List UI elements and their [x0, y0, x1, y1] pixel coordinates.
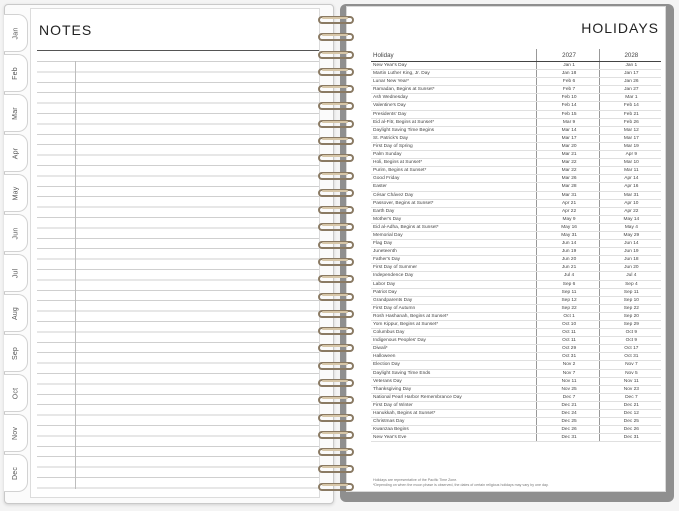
- holiday-date-year-2: Jan 26: [599, 78, 661, 86]
- holiday-date-year-2: Apr 16: [599, 183, 661, 191]
- holiday-name: Holi, Begins at Sunset*: [371, 159, 537, 167]
- holiday-date-year-2: Sep 22: [599, 304, 661, 312]
- spiral-ring: [314, 154, 358, 164]
- table-row: [371, 337, 661, 345]
- holiday-date-year-1: Sep 22: [537, 304, 599, 312]
- holiday-name: New Year's Day: [371, 62, 537, 70]
- table-row: [371, 418, 661, 426]
- holiday-name: St. Patrick's Day: [371, 134, 537, 142]
- holiday-date-year-2: May 29: [599, 231, 661, 239]
- month-tab-jun[interactable]: [4, 214, 28, 252]
- holiday-name: Halloween: [371, 353, 537, 361]
- holiday-date-year-2: Feb 21: [599, 110, 661, 118]
- holiday-date-year-2: Mar 11: [599, 167, 661, 175]
- holiday-date-year-2: Jan 17: [599, 70, 661, 78]
- month-tabs: [4, 14, 28, 494]
- table-row: [371, 401, 661, 409]
- holiday-date-year-2: Oct 31: [599, 353, 661, 361]
- holiday-name: Eid al-Adha, Begins at Sunset*: [371, 223, 537, 231]
- holiday-name: César Chávez Day: [371, 191, 537, 199]
- spiral-ring: [314, 379, 358, 389]
- holiday-date-year-2: Nov 5: [599, 369, 661, 377]
- holiday-date-year-1: Oct 10: [537, 321, 599, 329]
- spiral-ring: [314, 16, 358, 26]
- month-tab-label: Mar: [12, 106, 19, 120]
- table-row: [371, 345, 661, 353]
- month-tab-label: Jan: [11, 27, 19, 39]
- table-row: [371, 385, 661, 393]
- holiday-date-year-1: Dec 7: [537, 393, 599, 401]
- holiday-name: Election Day: [371, 361, 537, 369]
- month-tab-aug[interactable]: [4, 294, 28, 332]
- spiral-ring: [314, 396, 358, 406]
- holiday-date-year-1: Mar 21: [537, 151, 599, 159]
- column-header-year-2: 2028: [599, 49, 661, 62]
- spiral-ring: [314, 172, 358, 182]
- holiday-date-year-1: Mar 26: [537, 175, 599, 183]
- holiday-date-year-2: Nov 23: [599, 385, 661, 393]
- holiday-date-year-2: Dec 12: [599, 410, 661, 418]
- table-row: [371, 62, 661, 70]
- spiral-ring: [314, 33, 358, 43]
- holiday-name: Veterans Day: [371, 377, 537, 385]
- spiral-ring: [314, 293, 358, 303]
- holiday-date-year-1: Dec 24: [537, 410, 599, 418]
- holiday-date-year-1: Oct 11: [537, 329, 599, 337]
- spiral-ring: [314, 448, 358, 458]
- holiday-date-year-1: Mar 9: [537, 118, 599, 126]
- table-row: [371, 369, 661, 377]
- table-row: [371, 231, 661, 239]
- holiday-name: Memorial Day: [371, 231, 537, 239]
- holiday-date-year-1: Oct 1: [537, 312, 599, 320]
- spiral-ring: [314, 51, 358, 61]
- holiday-date-year-1: Feb 14: [537, 102, 599, 110]
- spiral-ring: [314, 310, 358, 320]
- month-tab-feb[interactable]: [4, 54, 28, 92]
- holiday-name: Flag Day: [371, 240, 537, 248]
- spiral-ring: [314, 483, 358, 493]
- spiral-ring: [314, 223, 358, 233]
- holiday-date-year-2: Dec 26: [599, 426, 661, 434]
- table-row: [371, 151, 661, 159]
- table-row: [371, 126, 661, 134]
- spiral-ring: [314, 414, 358, 424]
- holiday-date-year-2: Sep 20: [599, 312, 661, 320]
- holiday-date-year-1: Oct 31: [537, 353, 599, 361]
- spiral-ring: [314, 344, 358, 354]
- holiday-name: Lunar New Year*: [371, 78, 537, 86]
- table-row: [371, 434, 661, 442]
- month-tab-jul[interactable]: [4, 254, 28, 292]
- holiday-date-year-1: Mar 28: [537, 183, 599, 191]
- holiday-name: Grandparents Day: [371, 296, 537, 304]
- month-tab-sep[interactable]: [4, 334, 28, 372]
- holiday-date-year-1: Mar 22: [537, 167, 599, 175]
- holiday-date-year-2: Dec 7: [599, 393, 661, 401]
- holiday-date-year-1: May 31: [537, 231, 599, 239]
- table-row: [371, 304, 661, 312]
- holiday-date-year-2: Dec 31: [599, 434, 661, 442]
- holiday-name: First Day of Summer: [371, 264, 537, 272]
- table-row: [371, 110, 661, 118]
- spiral-ring: [314, 362, 358, 372]
- holiday-date-year-2: Sep 29: [599, 321, 661, 329]
- holiday-date-year-2: Apr 10: [599, 199, 661, 207]
- holiday-name: Diwali*: [371, 345, 537, 353]
- table-row: [371, 167, 661, 175]
- table-row: [371, 70, 661, 78]
- holiday-date-year-1: Oct 29: [537, 345, 599, 353]
- table-row: [371, 296, 661, 304]
- table-row: [371, 426, 661, 434]
- holiday-date-year-2: Jun 20: [599, 264, 661, 272]
- holiday-date-year-2: Mar 10: [599, 159, 661, 167]
- table-row: [371, 353, 661, 361]
- month-tab-oct[interactable]: [4, 374, 28, 412]
- month-tab-may[interactable]: [4, 174, 28, 212]
- holiday-date-year-1: Sep 12: [537, 296, 599, 304]
- table-row: [371, 94, 661, 102]
- table-row: [371, 280, 661, 288]
- table-row: [371, 393, 661, 401]
- holiday-date-year-2: Mar 1: [599, 94, 661, 102]
- holiday-date-year-1: May 16: [537, 223, 599, 231]
- table-row: [371, 312, 661, 320]
- holiday-name: Yom Kippur, Begins at Sunset*: [371, 321, 537, 329]
- spiral-ring: [314, 85, 358, 95]
- table-row: [371, 264, 661, 272]
- holiday-date-year-1: Dec 21: [537, 401, 599, 409]
- spiral-ring: [314, 102, 358, 112]
- month-tab-mar[interactable]: [4, 94, 28, 132]
- holiday-name: First Day of Spring: [371, 142, 537, 150]
- holiday-name: First Day of Winter: [371, 401, 537, 409]
- table-row: [371, 191, 661, 199]
- table-row: [371, 86, 661, 94]
- spiral-ring: [314, 68, 358, 78]
- holiday-date-year-2: May 14: [599, 215, 661, 223]
- table-row: [371, 223, 661, 231]
- table-row: [371, 134, 661, 142]
- holiday-date-year-1: Jan 1: [537, 62, 599, 70]
- month-tab-nov[interactable]: [4, 414, 28, 452]
- notes-title: NOTES: [39, 22, 93, 38]
- holiday-date-year-2: Mar 19: [599, 142, 661, 150]
- table-row: [371, 199, 661, 207]
- holiday-date-year-1: Mar 31: [537, 191, 599, 199]
- table-row: [371, 118, 661, 126]
- table-row: [371, 321, 661, 329]
- holiday-date-year-1: Sep 6: [537, 280, 599, 288]
- holiday-name: Columbus Day: [371, 329, 537, 337]
- holiday-date-year-1: Mar 22: [537, 159, 599, 167]
- holiday-date-year-2: Sep 11: [599, 288, 661, 296]
- holiday-date-year-2: Oct 17: [599, 345, 661, 353]
- table-row: [371, 256, 661, 264]
- holiday-name: Kwanzaa Begins: [371, 426, 537, 434]
- month-tab-label: May: [11, 186, 19, 200]
- holiday-name: Thanksgiving Day: [371, 385, 537, 393]
- holiday-date-year-1: Nov 2: [537, 361, 599, 369]
- holiday-date-year-1: Oct 11: [537, 337, 599, 345]
- holiday-date-year-2: Oct 9: [599, 329, 661, 337]
- holiday-date-year-1: Nov 25: [537, 385, 599, 393]
- holiday-name: Easter: [371, 183, 537, 191]
- holiday-date-year-1: Nov 7: [537, 369, 599, 377]
- holiday-date-year-1: Jan 18: [537, 70, 599, 78]
- table-header-row: [371, 49, 661, 62]
- table-row: [371, 329, 661, 337]
- column-header-year-1: 2027: [537, 49, 599, 62]
- holiday-date-year-1: Dec 25: [537, 418, 599, 426]
- holiday-name: Daylight Saving Time Begins: [371, 126, 537, 134]
- month-tab-jan[interactable]: [4, 14, 28, 52]
- table-row: [371, 207, 661, 215]
- table-row: [371, 175, 661, 183]
- spiral-ring: [314, 275, 358, 285]
- notes-ruled-lines: [37, 61, 319, 489]
- holiday-name: Passover, Begins at Sunset*: [371, 199, 537, 207]
- month-tab-label: Jun: [11, 227, 19, 239]
- holiday-date-year-1: Jun 14: [537, 240, 599, 248]
- table-row: [371, 248, 661, 256]
- holiday-name: Hanukkah, Begins at Sunset*: [371, 410, 537, 418]
- holidays-table: [371, 49, 661, 442]
- holiday-date-year-1: Nov 11: [537, 377, 599, 385]
- spiral-ring: [314, 327, 358, 337]
- holiday-date-year-2: Feb 26: [599, 118, 661, 126]
- month-tab-label: Oct: [12, 387, 19, 399]
- holiday-date-year-1: Apr 22: [537, 207, 599, 215]
- holiday-date-year-2: Jan 27: [599, 86, 661, 94]
- holiday-date-year-1: Jun 21: [537, 264, 599, 272]
- holiday-date-year-2: Apr 9: [599, 151, 661, 159]
- holiday-date-year-2: Dec 21: [599, 401, 661, 409]
- holiday-date-year-1: Feb 10: [537, 94, 599, 102]
- holiday-name: Palm Sunday: [371, 151, 537, 159]
- holiday-date-year-2: Mar 12: [599, 126, 661, 134]
- table-row: [371, 272, 661, 280]
- month-tab-dec[interactable]: [4, 454, 28, 492]
- holiday-name: Father's Day: [371, 256, 537, 264]
- column-header-holiday: Holiday: [371, 49, 537, 62]
- holiday-name: Rosh Hashanah, Begins at Sunset*: [371, 312, 537, 320]
- holidays-title: HOLIDAYS: [581, 20, 659, 36]
- table-row: [371, 142, 661, 150]
- month-tab-label: Feb: [11, 66, 19, 80]
- notes-header-rule: [37, 50, 319, 51]
- holidays-page: [346, 6, 666, 492]
- holiday-date-year-2: Dec 25: [599, 418, 661, 426]
- notes-page: [30, 8, 320, 498]
- holiday-name: Ash Wednesday: [371, 94, 537, 102]
- holiday-date-year-2: May 4: [599, 223, 661, 231]
- table-row: [371, 159, 661, 167]
- holiday-name: Ramadan, Begins at Sunset*: [371, 86, 537, 94]
- holiday-date-year-2: Jun 18: [599, 256, 661, 264]
- holiday-name: Martin Luther King, Jr. Day: [371, 70, 537, 78]
- holiday-name: Purim, Begins at Sunset*: [371, 167, 537, 175]
- holiday-date-year-1: May 9: [537, 215, 599, 223]
- holiday-date-year-2: Oct 9: [599, 337, 661, 345]
- table-row: [371, 215, 661, 223]
- holiday-date-year-2: Feb 14: [599, 102, 661, 110]
- holiday-date-year-2: Mar 31: [599, 191, 661, 199]
- holiday-date-year-2: Apr 22: [599, 207, 661, 215]
- spiral-ring: [314, 189, 358, 199]
- table-row: [371, 240, 661, 248]
- holiday-name: Valentine's Day: [371, 102, 537, 110]
- holiday-name: Good Friday: [371, 175, 537, 183]
- spiral-ring: [314, 431, 358, 441]
- footnote: [373, 478, 663, 487]
- holiday-name: Daylight Saving Time Ends: [371, 369, 537, 377]
- holiday-name: First Day of Autumn: [371, 304, 537, 312]
- table-row: [371, 288, 661, 296]
- spiral-ring: [314, 137, 358, 147]
- holiday-date-year-2: Jun 19: [599, 248, 661, 256]
- holiday-date-year-1: Dec 26: [537, 426, 599, 434]
- holiday-date-year-2: Sep 4: [599, 280, 661, 288]
- month-tab-label: Dec: [12, 466, 19, 480]
- holiday-name: Independence Day: [371, 272, 537, 280]
- month-tab-label: Apr: [12, 147, 19, 159]
- footnote-line-1: Holidays are representative of the Pacific Time Zone.: [373, 478, 458, 482]
- month-tab-label: Aug: [12, 306, 19, 320]
- holiday-date-year-1: Jun 20: [537, 256, 599, 264]
- month-tab-label: Nov: [12, 426, 19, 440]
- holiday-date-year-2: Jul 4: [599, 272, 661, 280]
- holiday-name: Earth Day: [371, 207, 537, 215]
- holiday-name: Eid al-Fitr, Begins at Sunset*: [371, 118, 537, 126]
- holiday-date-year-2: Jan 1: [599, 62, 661, 70]
- spiral-ring: [314, 120, 358, 130]
- holiday-name: Patriot Day: [371, 288, 537, 296]
- holiday-date-year-2: Jun 14: [599, 240, 661, 248]
- holiday-date-year-1: Feb 15: [537, 110, 599, 118]
- holiday-date-year-1: Mar 14: [537, 126, 599, 134]
- holiday-date-year-1: Feb 7: [537, 86, 599, 94]
- holiday-date-year-1: Sep 11: [537, 288, 599, 296]
- table-row: [371, 410, 661, 418]
- table-row: [371, 78, 661, 86]
- holiday-date-year-1: Jun 19: [537, 248, 599, 256]
- spiral-binding: [314, 14, 358, 498]
- holiday-name: Labor Day: [371, 280, 537, 288]
- holiday-name: National Pearl Harbor Remembrance Day: [371, 393, 537, 401]
- table-row: [371, 361, 661, 369]
- spiral-ring: [314, 206, 358, 216]
- footnote-line-2: *Depending on when the moon phase is observed, the dates of certain religious holidays may vary by one day.: [373, 482, 549, 487]
- holiday-name: Juneteenth: [371, 248, 537, 256]
- holiday-name: Presidents' Day: [371, 110, 537, 118]
- holiday-date-year-2: Mar 17: [599, 134, 661, 142]
- spiral-ring: [314, 465, 358, 475]
- holiday-date-year-2: Nov 7: [599, 361, 661, 369]
- holiday-date-year-1: Mar 20: [537, 142, 599, 150]
- table-row: [371, 102, 661, 110]
- holiday-date-year-1: Feb 6: [537, 78, 599, 86]
- holiday-name: Mother's Day: [371, 215, 537, 223]
- spiral-ring: [314, 258, 358, 268]
- holiday-date-year-1: Apr 21: [537, 199, 599, 207]
- holiday-name: Indigenous Peoples' Day: [371, 337, 537, 345]
- spiral-ring: [314, 241, 358, 251]
- holiday-date-year-1: Jul 4: [537, 272, 599, 280]
- holiday-date-year-1: Mar 17: [537, 134, 599, 142]
- month-tab-apr[interactable]: [4, 134, 28, 172]
- month-tab-label: Sep: [12, 346, 19, 360]
- notes-margin-line: [75, 61, 76, 489]
- holiday-date-year-2: Nov 11: [599, 377, 661, 385]
- table-row: [371, 377, 661, 385]
- holiday-name: Christmas Day: [371, 418, 537, 426]
- table-row: [371, 183, 661, 191]
- holiday-date-year-1: Dec 31: [537, 434, 599, 442]
- holiday-name: New Year's Eve: [371, 434, 537, 442]
- holiday-date-year-2: Apr 14: [599, 175, 661, 183]
- month-tab-label: Jul: [12, 268, 19, 278]
- holiday-date-year-2: Sep 10: [599, 296, 661, 304]
